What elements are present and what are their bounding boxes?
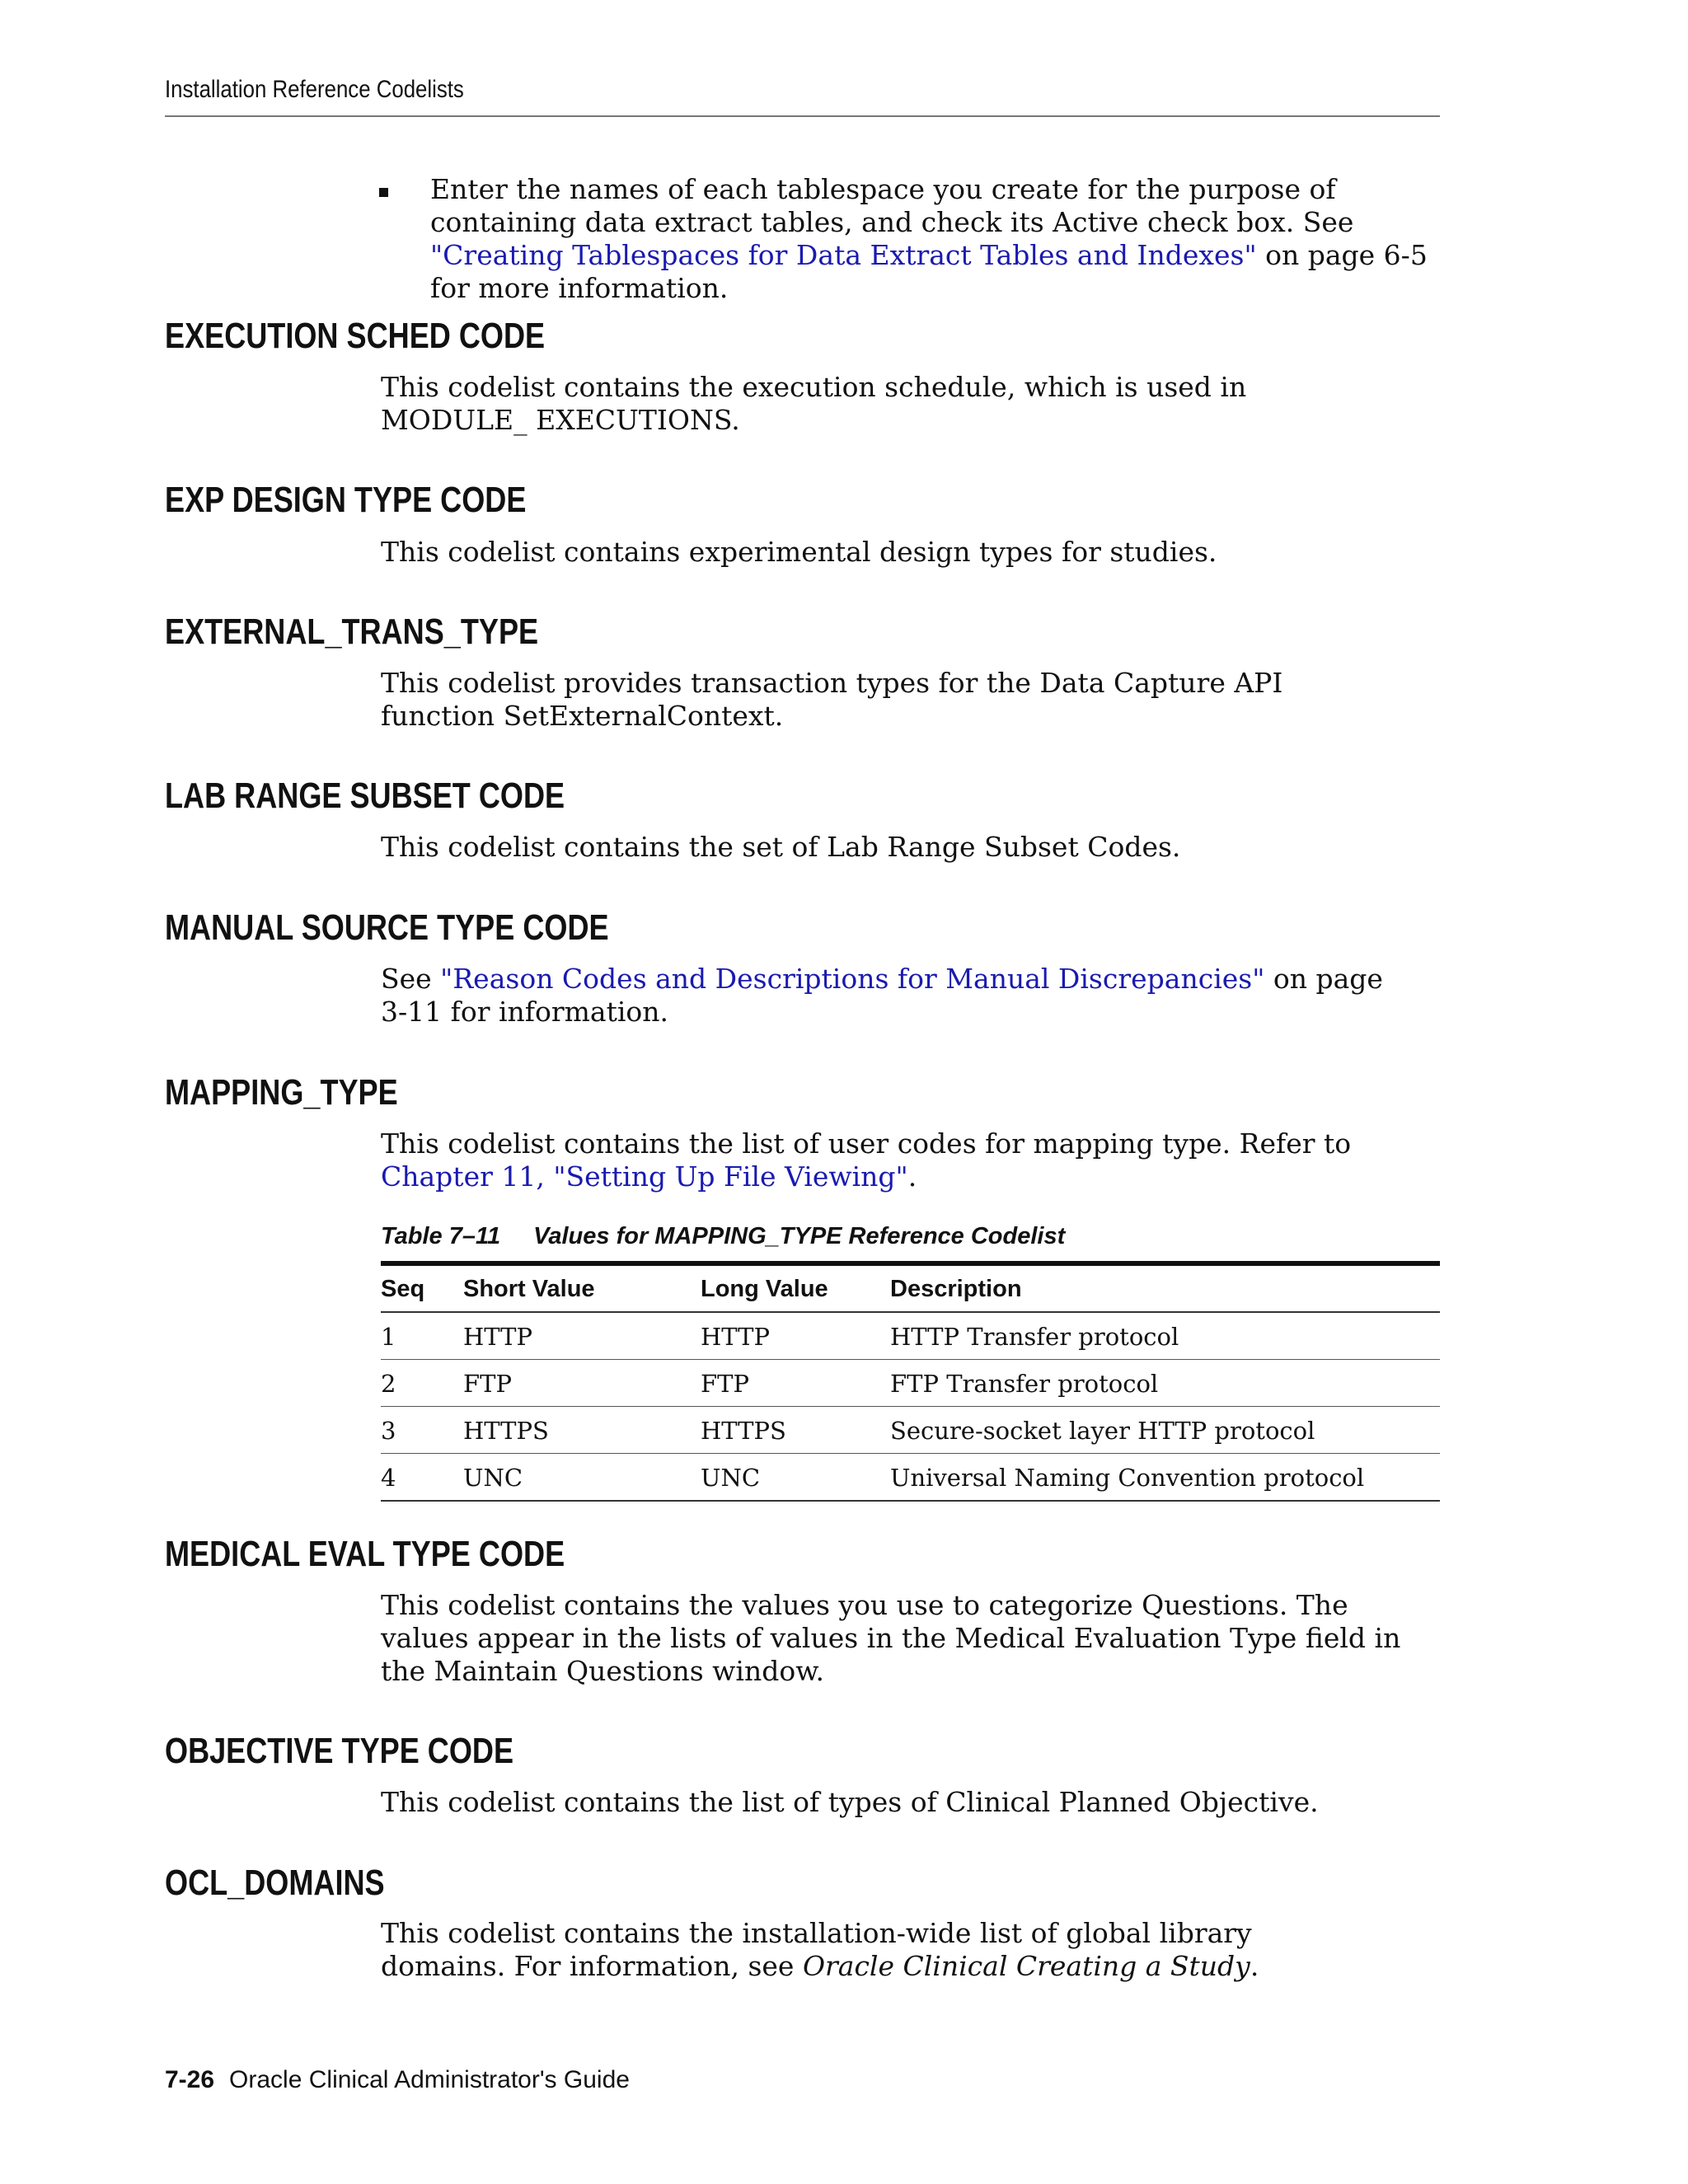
ocl-domains-text-after: . [1250,1950,1259,1982]
creating-tablespaces-link[interactable]: "Creating Tablespaces for Data Extract Tables and Indexes" [430,239,1257,271]
cell-description: Universal Naming Convention protocol [890,1454,1440,1502]
manual-source-text-after: on page 3-11 for information. [381,963,1383,1028]
execution-sched-description: This codelist contains the execution schedule, which is used in MODULE_ EXECUTIONS. [381,371,1247,436]
cell-short-value: FTP [463,1360,701,1407]
column-header-seq: Seq [381,1276,425,1302]
cell-seq: 1 [381,1312,463,1360]
cell-description: FTP Transfer protocol [890,1360,1440,1407]
cell-short-value: HTTPS [463,1407,701,1454]
cell-long-value: FTP [701,1360,890,1407]
bullet-text [430,173,1444,305]
heading-exp-design-type-code: EXP DESIGN TYPE CODE [165,480,527,520]
bullet-text-after: on page 6-5 for more information. [430,239,1428,304]
table-caption-label: Table 7–11 [381,1223,501,1249]
cell-description: HTTP Transfer protocol [890,1312,1440,1360]
table-row [381,1407,1440,1454]
medical-eval-description: This codelist contains the values you use to categorize Questions. The values appear in the lists of values in the Medical Evaluation Type field in the Maintain Questions window. [381,1589,1401,1687]
table-row [381,1454,1440,1502]
table-caption [381,1223,1065,1250]
ocl-domains-description [381,1917,1329,1983]
manual-source-text-before: See [381,963,441,995]
table-row [381,1360,1440,1407]
reason-codes-link[interactable]: "Reason Codes and Descriptions for Manual Discrepancies" [440,963,1265,995]
exp-design-description: This codelist contains experimental design types for studies. [381,536,1217,568]
cell-seq: 4 [381,1454,463,1502]
running-header: Installation Reference Codelists [165,76,464,103]
chapter-11-link[interactable]: Chapter 11, "Setting Up File Viewing" [381,1160,908,1193]
objective-type-description: This codelist contains the list of types of Clinical Planned Objective. [381,1786,1319,1818]
heading-execution-sched-code: EXECUTION SCHED CODE [165,316,546,356]
cell-short-value: HTTP [463,1312,701,1360]
lab-range-description: This codelist contains the set of Lab Range Subset Codes. [381,831,1181,863]
heading-lab-range-subset-code: LAB RANGE SUBSET CODE [165,776,565,816]
heading-mapping-type: MAPPING_TYPE [165,1072,398,1113]
table-header-row [381,1263,1440,1312]
cell-seq: 3 [381,1407,463,1454]
cell-description: Secure-socket layer HTTP protocol [890,1407,1440,1454]
column-header-short-value: Short Value [463,1276,595,1302]
heading-manual-source-type-code: MANUAL SOURCE TYPE CODE [165,907,609,948]
bullet-square-icon [379,188,388,197]
header-rule [165,115,1440,117]
page-footer [165,2066,630,2094]
mapping-type-description [381,1127,1411,1193]
mapping-type-values-table [381,1261,1440,1502]
external-trans-description: This codelist provides transaction types for the Data Capture API function SetExternalContext. [381,667,1283,732]
ocl-domains-text-before: This codelist contains the installation-wide list of global library domains. For information, see [381,1917,1252,1982]
table-caption-title: Values for MAPPING_TYPE Reference Codelist [533,1223,1066,1249]
mapping-type-text-after: . [907,1160,917,1193]
cell-seq: 2 [381,1360,463,1407]
heading-external-trans-type: EXTERNAL_TRANS_TYPE [165,612,539,652]
book-title: Oracle Clinical Administrator's Guide [229,2066,630,2093]
bullet-text-before: Enter the names of each tablespace you create for the purpose of containing data extract tables, and check its Active check box. See [430,173,1354,238]
cell-long-value: UNC [701,1454,890,1502]
cell-long-value: HTTPS [701,1407,890,1454]
mapping-type-text-before: This codelist contains the list of user codes for mapping type. Refer to [381,1127,1352,1160]
book-title-reference: Oracle Clinical Creating a Study [802,1950,1250,1982]
page-number: 7-26 [165,2066,215,2093]
cell-long-value: HTTP [701,1312,890,1360]
column-header-description: Description [890,1276,1022,1302]
table-row [381,1312,1440,1360]
heading-ocl-domains: OCL_DOMAINS [165,1863,385,1903]
column-header-long-value: Long Value [701,1276,828,1302]
manual-source-description [381,963,1411,1029]
cell-short-value: UNC [463,1454,701,1502]
heading-medical-eval-type-code: MEDICAL EVAL TYPE CODE [165,1534,565,1574]
heading-objective-type-code: OBJECTIVE TYPE CODE [165,1731,514,1771]
